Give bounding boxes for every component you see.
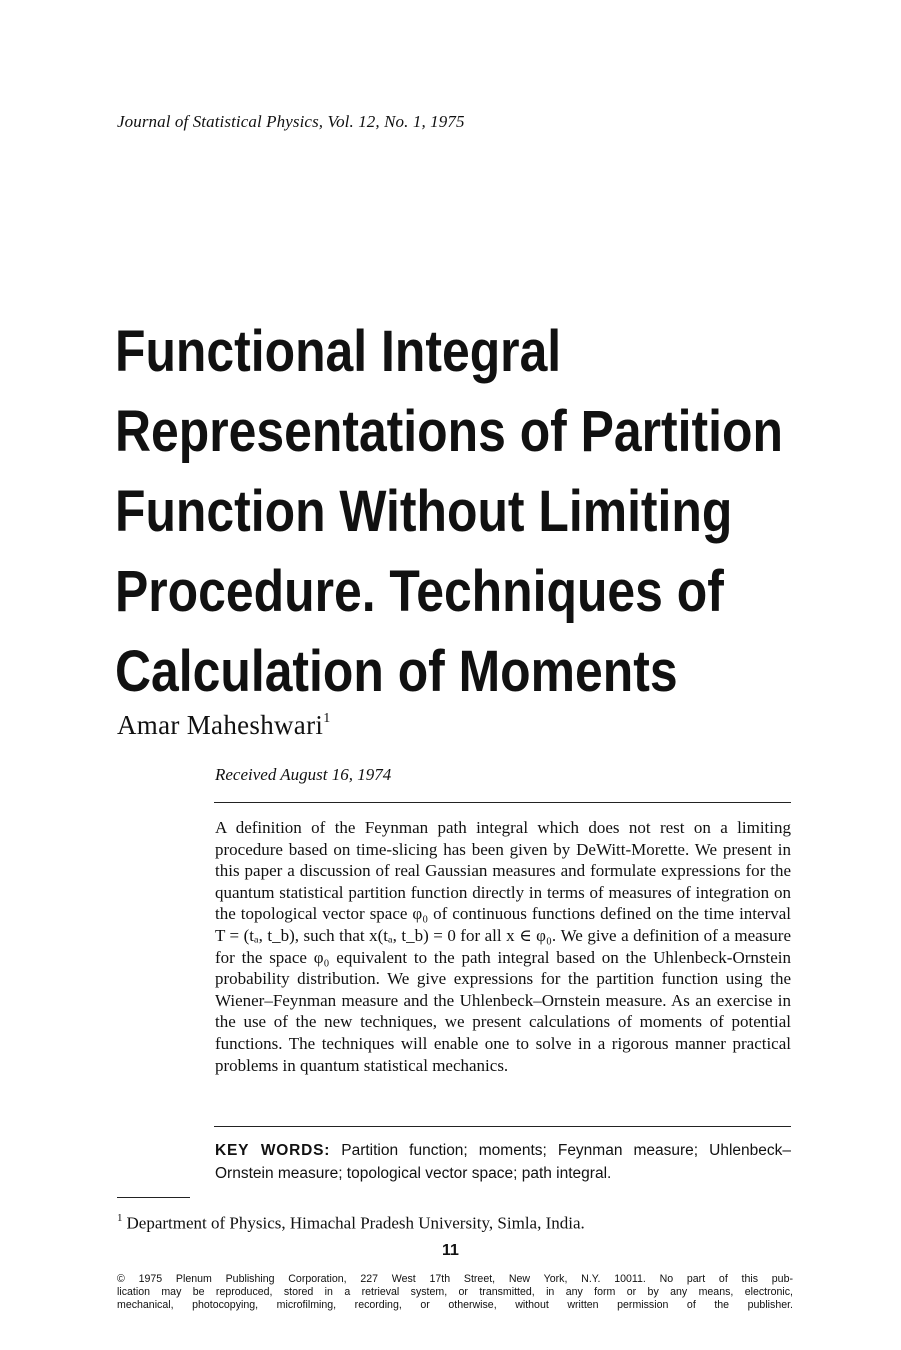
footnote-rule [117, 1197, 190, 1198]
keywords-text: Partition function; moments; Feynman measure; Uhlenbeck–Ornstein measure; topological vector space; path integral. [215, 1142, 791, 1182]
copyright-notice [117, 1273, 793, 1311]
footnote-mark: 1 [117, 1212, 123, 1224]
copyright-line-1: © 1975 Plenum Publishing Corporation, 227 West 17th Street, New York, N.Y. 10011. No part of this pub- [117, 1273, 793, 1285]
footnote [117, 1213, 585, 1234]
copyright-line-2: lication may be reproduced, stored in a retrieval system, or transmitted, in any form or by any means, electronic, [117, 1285, 793, 1298]
journal-citation: Journal of Statistical Physics, Vol. 12, No. 1, 1975 [117, 112, 465, 131]
paper-title [115, 312, 783, 712]
title-line-4: Procedure. Techniques of [115, 559, 724, 624]
received-date: Received August 16, 1974 [215, 765, 392, 784]
title-line-2: Representations of Partition [115, 399, 783, 464]
abstract-bottom-rule [214, 1126, 791, 1127]
abstract: A definition of the Feynman path integral which does not rest on a limiting procedure based on time-slicing has been given by DeWitt-Morette. We present in this paper a discussion of real Gaussian measures and formulate expressions for the quantum statistical partition function directly in terms of measures of integration on the topological vector space φ₀ of continuous functions defined on the time interval T = (tₐ, t_b), such that x(tₐ, t_b) = 0 for all x ∈ φ₀. We give a definition of a measure for the space φ₀ equivalent to the path integral based on the Uhlenbeck-Ornstein probability distribution. We give expressions for the partition function using the Wiener–Feynman measure and the Uhlenbeck–Ornstein measure. As an exercise in the use of the new techniques, we present calculations of moments of potential functions. The techniques will enable one to solve in a rigorous manner practical problems in quantum statistical mechanics. [215, 818, 791, 1075]
abstract-top-rule [214, 802, 791, 803]
keywords [215, 1139, 791, 1185]
keywords-label: KEY WORDS: [215, 1142, 331, 1159]
page-number: 11 [442, 1242, 459, 1259]
title-line-3: Function Without Limiting [115, 479, 733, 544]
author [117, 710, 331, 741]
copyright-line-3: mechanical, photocopying, microfilming, recording, or otherwise, without written permission of the publisher. [117, 1298, 793, 1311]
title-line-1: Functional Integral [115, 319, 562, 384]
title-line-5: Calculation of Moments [115, 639, 678, 704]
author-footnote-mark: 1 [323, 711, 331, 726]
author-name: Amar Maheshwari [117, 710, 324, 740]
footnote-text: Department of Physics, Himachal Pradesh University, Simla, India. [126, 1213, 585, 1233]
